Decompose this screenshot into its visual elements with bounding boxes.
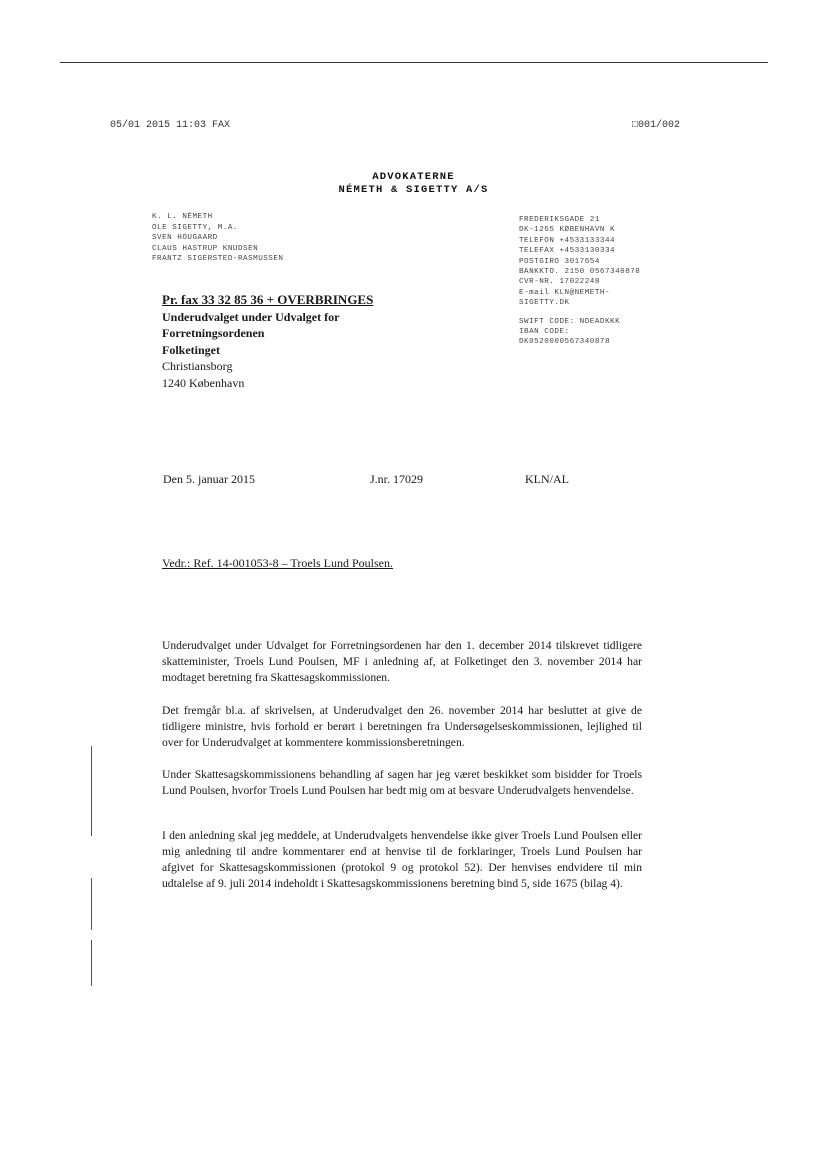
firm-name-line2: NÉMETH & SIGETTY A/S [338, 184, 489, 196]
recipient-address [162, 292, 373, 391]
margin-mark [91, 878, 92, 930]
margin-mark [91, 940, 92, 986]
body-paragraph: Under Skattesagskommissionens behandling af sagen har jeg været beskikket som bisidder for Troels Lund Poulsen, hvorfor Troels Lund Poulsen har bedt mig om at besvare Underudvalgets henvendelse. [162, 768, 642, 797]
fax-timestamp: 05/01 2015 11:03 FAX [110, 120, 231, 131]
body-paragraph: I den anledning skal jeg meddele, at Underudvalgets henvendelse ikke giver Troels Lund Poulsen eller mig anledning til andre kommentarer end at henvise til de forklaringer, Troels Lund Poulsen har afgivet for Skattesagskommissionen (protokol 9 og protokol 52). Der henvises endvidere til min udtalelse af 9. juli 2014 indeholdt i Skattesagskommissionens beretning bind 5, side 1675 (bilag 4). [162, 829, 642, 890]
contact-line: POSTGIRO 3017654 [519, 257, 600, 266]
recipient-line: Forretningsordenen [162, 326, 265, 340]
fax-page-number: □001/002 [632, 120, 681, 131]
partner-name: CLAUS HASTRUP KNUDSEN [152, 244, 259, 253]
contact-line: TELEFAX +4533130334 [519, 247, 616, 256]
swift-line: DK0520000567340878 [519, 338, 611, 347]
recipient-line: 1240 København [162, 375, 245, 390]
contact-line: FREDERIKSGADE 21 [519, 216, 600, 224]
body-paragraph: Underudvalget under Udvalget for Forretningsordenen har den 1. december 2014 tilskrevet tidligere skatteminister, Troels Lund Poulsen, MF i anledning af, at Folketinget den 3. november 2014 har modtaget beretning fra Skattesagskommissionen. [162, 639, 642, 684]
recipient-line: Christiansborg [162, 359, 233, 373]
recipient-line: Underudvalget under Udvalget for [162, 309, 340, 324]
contact-line: E-mail KLN@NEMETH- [519, 288, 611, 297]
top-rule [60, 62, 768, 63]
contact-line: DK-1265 KØBENHAVN K [519, 226, 616, 235]
margin-mark [91, 746, 92, 836]
partner-name: K. L. NÉMETH [152, 213, 213, 221]
partner-name: SVEN HOUGAARD [152, 234, 218, 243]
contact-line: CVR-NR. 17022248 [519, 278, 600, 287]
subject-line: Vedr.: Ref. 14-001053-8 – Troels Lund Poulsen. [162, 556, 393, 570]
letter-date: Den 5. januar 2015 [163, 472, 255, 486]
recipient-line: Folketinget [162, 342, 220, 357]
swift-line: SWIFT CODE: NDEADKKK [519, 317, 621, 326]
contact-line: SIGETTY.DK [519, 299, 570, 308]
author-initials: KLN/AL [525, 472, 569, 486]
body-paragraph: Det fremgår bl.a. af skrivelsen, at Underudvalget den 26. november 2014 har besluttet at give de tidligere ministre, hvis forhold er berørt i beretningen fra Undersøgelseskommissionen, lejlighed til over for Underudvalget at kommentere kommissionsberetningen. [162, 704, 642, 749]
contact-gap [519, 309, 640, 317]
contact-line: BANKKTO. 2150 0567340878 [519, 268, 641, 277]
firm-name-line1: ADVOKATERNE [372, 171, 455, 183]
fax-delivery-line: Pr. fax 33 32 85 36 + OVERBRINGES [162, 292, 374, 307]
partner-list [152, 212, 283, 265]
journal-number: J.nr. 17029 [370, 472, 424, 486]
contact-block [519, 215, 640, 348]
partner-name: FRANTZ SIGERSTED-RASMUSSEN [152, 255, 284, 264]
swift-line: IBAN CODE: [519, 328, 570, 337]
contact-line: TELEFON +4533133344 [519, 236, 616, 245]
partner-name: OLE SIGETTY, M.A. [152, 223, 238, 232]
